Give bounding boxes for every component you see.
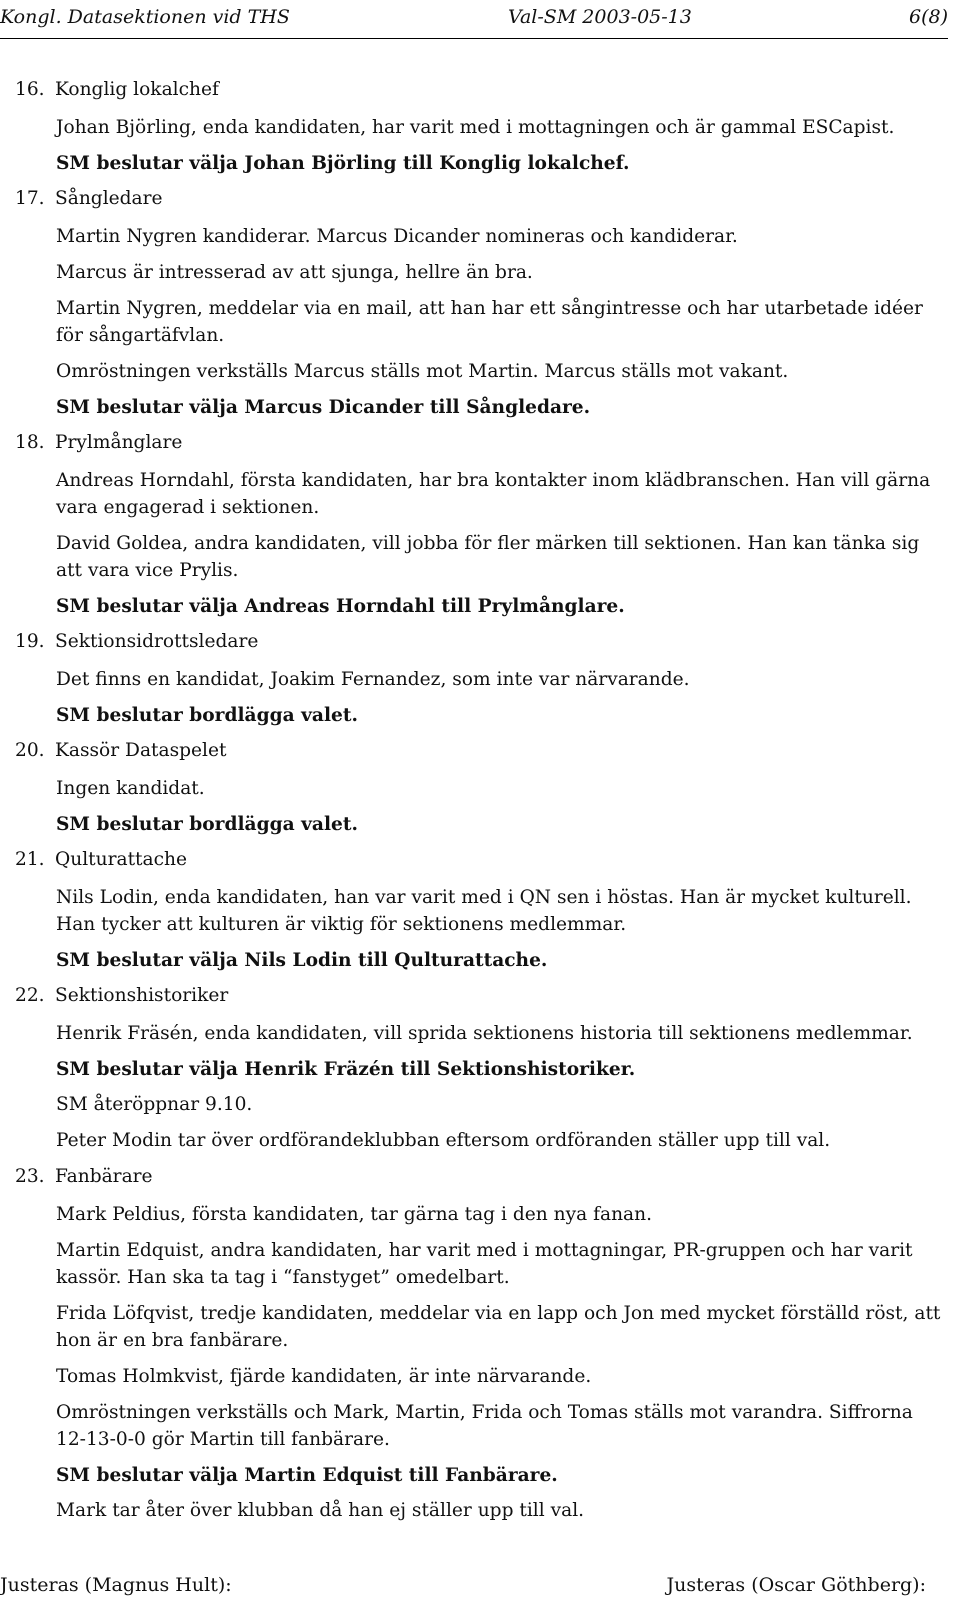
paragraph: Omröstningen verkställs och Mark, Martin, Frida och Tomas ställs mot varandra. Siffrorna 12-13-0-0 gör Martin till fanbärare. [56,1402,913,1450]
agenda-item-title: Sektionshistoriker [55,985,229,1006]
agenda-item [0,846,948,974]
decision-text: SM beslutar välja Henrik Fräzén till Sektionshistoriker. [56,1059,636,1080]
agenda-item-heading [15,846,948,874]
footer-signature-right: Justeras (Oscar Göthberg): [666,1574,926,1596]
agenda-item-number: 23. [15,1166,45,1187]
agenda-item-body [56,1020,948,1154]
paragraph: Henrik Fräsén, enda kandidaten, vill sprida sektionens historia till sektionens medlemmar. [56,1023,913,1044]
agenda-item-body [56,775,948,838]
page-header [0,4,960,30]
agenda-item-title: Prylmånglare [55,432,183,453]
agenda-item [0,1163,948,1524]
agenda-item-number: 19. [15,631,45,652]
agenda-item [0,429,948,620]
agenda-item-title: Sektionsidrottsledare [55,631,259,652]
agenda-item-body [56,666,948,729]
footer-signature-left: Justeras (Magnus Hult): [0,1574,232,1596]
agenda-item-number: 20. [15,740,45,761]
paragraph: Mark tar åter över klubban då han ej ställer upp till val. [56,1500,585,1521]
agenda-item-number: 17. [15,188,45,209]
header-organization: Kongl. Datasektionen vid THS [0,6,290,28]
agenda-item-heading [15,628,948,656]
paragraph: Ingen kandidat. [56,778,205,799]
agenda-item-heading [15,429,948,457]
decision-text: SM beslutar välja Johan Björling till Konglig lokalchef. [56,153,630,174]
decision-text: SM beslutar välja Martin Edquist till Fanbärare. [56,1465,558,1486]
paragraph: Det finns en kandidat, Joakim Fernandez, som inte var närvarande. [56,669,690,690]
agenda-item [0,737,948,838]
agenda-item [0,982,948,1154]
agenda-item-title: Qulturattache [55,849,188,870]
paragraph: Nils Lodin, enda kandidaten, han var varit med i QN sen i höstas. Han är mycket kulturell. Han tycker att kulturen är viktig för sektionens medlemmar. [56,887,912,935]
agenda-item [0,628,948,729]
header-meeting: Val-SM 2003-05-13 [508,6,692,28]
agenda-item-body [56,114,948,177]
agenda-item-heading [15,737,948,765]
agenda-item-title: Konglig lokalchef [55,79,219,100]
paragraph: Tomas Holmkvist, fjärde kandidaten, är inte närvarande. [56,1366,592,1387]
paragraph: David Goldea, andra kandidaten, vill jobba för fler märken till sektionen. Han kan tänka sig att vara vice Prylis. [56,533,920,581]
agenda-item-title: Fanbärare [55,1166,153,1187]
agenda-item [0,76,948,177]
paragraph: Frida Löfqvist, tredje kandidaten, meddelar via en lapp och Jon med mycket förställd röst, att hon är en bra fanbärare. [56,1303,941,1351]
agenda-item-body [56,223,948,421]
agenda-item-number: 22. [15,985,45,1006]
paragraph: Johan Björling, enda kandidaten, har varit med i mottagningen och är gammal ESCapist. [56,117,895,138]
paragraph: Marcus är intresserad av att sjunga, hellre än bra. [56,262,533,283]
paragraph: Mark Peldius, första kandidaten, tar gärna tag i den nya fanan. [56,1204,653,1225]
agenda-item-number: 18. [15,432,45,453]
paragraph: Martin Nygren kandiderar. Marcus Dicander nomineras och kandiderar. [56,226,738,247]
header-page-number: 6(8) [908,6,948,28]
agenda-item-body [56,884,948,974]
agenda-item-heading [15,982,948,1010]
decision-text: SM beslutar välja Nils Lodin till Qulturattache. [56,950,548,971]
agenda-item [0,185,948,421]
paragraph: Martin Edquist, andra kandidaten, har varit med i mottagningar, PR-gruppen och har varit kassör. Han ska ta tag i “fanstyget” omedelbart. [56,1240,913,1288]
decision-text: SM beslutar välja Marcus Dicander till Sångledare. [56,397,591,418]
agenda-item-heading [15,1163,948,1191]
paragraph: Martin Nygren, meddelar via en mail, att han har ett sångintresse och har utarbetade idéer för sångartäfvlan. [56,298,923,346]
agenda-item-heading [15,76,948,104]
agenda-item-title: Kassör Dataspelet [55,740,227,761]
paragraph: Omröstningen verkställs Marcus ställs mot Martin. Marcus ställs mot vakant. [56,361,789,382]
paragraph: Andreas Horndahl, första kandidaten, har bra kontakter inom klädbranschen. Han vill gärna vara engagerad i sektionen. [56,470,931,518]
agenda-item-body [56,1201,948,1524]
decision-text: SM beslutar bordlägga valet. [56,814,358,835]
agenda-item-number: 16. [15,79,45,100]
decision-text: SM beslutar bordlägga valet. [56,705,358,726]
agenda-item-body [56,467,948,620]
minutes-content [0,76,948,1533]
decision-text: SM beslutar välja Andreas Horndahl till Prylmånglare. [56,596,625,617]
header-divider [0,38,948,39]
paragraph: Peter Modin tar över ordförandeklubban eftersom ordföranden ställer upp till val. [56,1130,831,1151]
paragraph: SM återöppnar 9.10. [56,1094,253,1115]
agenda-item-heading [15,185,948,213]
agenda-item-title: Sångledare [55,188,163,209]
agenda-item-number: 21. [15,849,45,870]
